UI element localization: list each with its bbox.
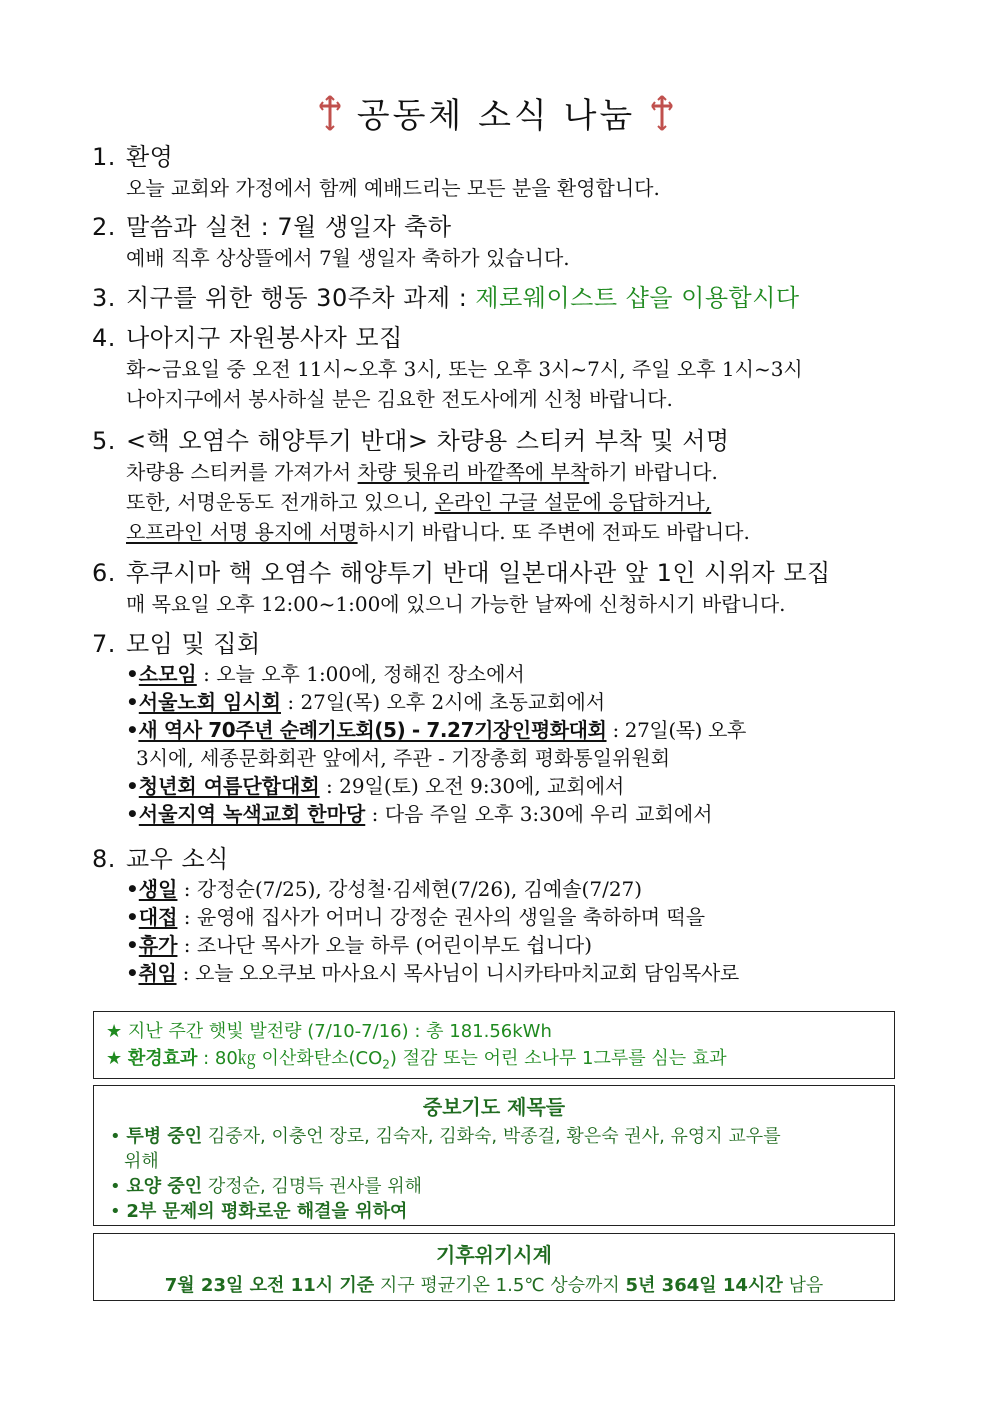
- section-body-line: 화~금요일 중 오전 11시~오후 3시, 또는 오후 3시~7시, 주일 오후 1시~3시: [126, 357, 803, 381]
- list-item: •대접 : 윤영애 집사가 어머니 강정순 권사의 생일을 축하하며 떡을: [126, 905, 706, 929]
- item-key: 새 역사 70주년 순례기도회(5) - 7.27기장인평화대회: [138, 718, 607, 742]
- section-number: 8.: [92, 845, 116, 873]
- section-heading: [92, 557, 902, 589]
- section-title: 말씀과 실천 : 7월 생일자 축하: [126, 213, 452, 241]
- list-item: •새 역사 70주년 순례기도회(5) - 7.27기장인평화대회 : 27일(목) 오후: [126, 718, 746, 742]
- item-text: : 29일(토) 오전 9:30에, 교회에서: [319, 774, 625, 798]
- prayer-item-label: 2부 문제의 평화로운 해결을 위하여: [126, 1201, 408, 1222]
- prayer-item-continuation: [110, 1149, 878, 1174]
- section-meetings: [92, 628, 902, 828]
- list-item: •청년회 여름단합대회 : 29일(토) 오전 9:30에, 교회에서: [126, 774, 625, 798]
- section-number: 6.: [92, 559, 116, 587]
- section-heading: [92, 282, 902, 314]
- section-earth-action: [92, 282, 902, 314]
- section-number: 4.: [92, 324, 116, 352]
- list-item: •생일 : 강정순(7/25), 강성철·김세현(7/26), 김예솔(7/27): [126, 877, 643, 901]
- prayer-item-label: 투병 중인: [126, 1126, 203, 1147]
- effect-subscript: 2: [382, 1057, 390, 1072]
- item-text: : 다음 주일 오후 3:30에 우리 교회에서: [365, 802, 713, 826]
- section-number: 2.: [92, 213, 116, 241]
- item-text: : 27일(목) 오후 2시에 초동교회에서: [281, 690, 606, 714]
- item-text: : 오늘 오오쿠보 마사요시 목사님이 니시카타마치교회 담임목사로: [176, 961, 739, 985]
- item-text: : 윤영애 집사가 어머니 강정순 권사의 생일을 축하하며 떡을: [177, 905, 706, 929]
- section-title: 나아지구 자원봉사자 모집: [126, 324, 403, 352]
- item-text: : 강정순(7/25), 강성철·김세현(7/26), 김예솔(7/27): [177, 877, 643, 901]
- list-item: •휴가 : 조나단 목사가 오늘 하루 (어린이부도 쉽니다): [126, 933, 593, 957]
- climate-date: 7월 23일 오전 11시 기준: [164, 1275, 375, 1296]
- section-body-line: 나아지구에서 봉사하실 분은 김요한 전도사에게 신청 바랍니다.: [126, 387, 673, 411]
- section-sticker-signature: [92, 425, 902, 547]
- underlined-text: 온라인 구글 설문에 응답하거나,: [434, 490, 712, 514]
- section-body: 매 목요일 오후 12:00~1:00에 있으니 가능한 날짜에 신청하시기 바랍니다.: [126, 592, 786, 616]
- section-number: 1.: [92, 143, 116, 171]
- prayer-item-label: 요양 중인: [126, 1176, 203, 1197]
- cross-icon: [649, 95, 675, 140]
- section-body-line: [92, 487, 902, 517]
- underlined-text: 오프라인 서명 용지에 서명: [126, 520, 358, 544]
- item-key: 소모임: [138, 662, 197, 686]
- effect-label: 환경효과: [127, 1048, 198, 1069]
- page-title: 공동체 소식 나눔: [356, 96, 636, 136]
- section-volunteers: [92, 322, 902, 414]
- section-heading: [92, 211, 902, 243]
- climate-remaining: 5년 364일 14시간: [625, 1275, 783, 1296]
- section-number: 5.: [92, 427, 116, 455]
- section-body-line: [92, 517, 902, 547]
- effect-text: ) 절감 또는 어린 소나무 1그루를 심는 효과: [389, 1048, 727, 1069]
- task-highlight: 제로웨이스트 샵을 이용합시다: [475, 284, 800, 312]
- item-key: 서울지역 녹색교회 한마당: [138, 802, 366, 826]
- list-item: •취임 : 오늘 오오쿠보 마사요시 목사님이 니시카타마치교회 담임목사로: [126, 961, 739, 985]
- prayer-item: • 요양 중인 강정순, 김명득 권사를 위해: [110, 1176, 423, 1197]
- list-item-continuation: 3시에, 세종문화회관 앞에서, 주관 - 기장총회 평화통일위원회: [136, 746, 671, 770]
- section-title: 지구를 위한 행동 30주차 과제 :: [126, 284, 476, 312]
- item-key: 서울노회 임시회: [138, 690, 281, 714]
- section-title: <핵 오염수 해양투기 반대> 차량용 스티커 부착 및 서명: [126, 427, 730, 455]
- section-body: 예배 직후 상상뜰에서 7월 생일자 축하가 있습니다.: [126, 246, 570, 270]
- star-icon: ★: [106, 1048, 128, 1069]
- section-heading: [92, 628, 902, 660]
- effect-text: : 80㎏ 이산화탄소(CO: [197, 1048, 383, 1069]
- solar-line: [106, 1045, 882, 1079]
- prayer-title: 중보기도 제목들: [422, 1095, 566, 1119]
- text: 하시기 바랍니다. 또 주변에 전파도 바랍니다.: [357, 520, 750, 544]
- prayer-item-text: 김중자, 이충언 장로, 김숙자, 김화숙, 박종걸, 황은숙 권사, 유영지 교우를: [202, 1126, 781, 1147]
- list-item: •소모임 : 오늘 오후 1:00에, 정해진 장소에서: [126, 662, 525, 686]
- solar-line: [106, 1018, 882, 1045]
- section-body: 오늘 교회와 가정에서 함께 예배드리는 모든 분을 환영합니다.: [126, 176, 660, 200]
- prayer-item-text: 위해: [124, 1151, 159, 1172]
- section-number: 3.: [92, 284, 116, 312]
- section-welcome: [92, 141, 902, 203]
- underlined-text: 차량 뒷유리 바깥쪽에 부착: [357, 460, 590, 484]
- prayer-item-text: 강정순, 김명득 권사를 위해: [202, 1176, 423, 1197]
- list-item: •서울지역 녹색교회 한마당 : 다음 주일 오후 3:30에 우리 교회에서: [126, 802, 713, 826]
- section-title: 환영: [126, 143, 174, 171]
- section-member-news: [92, 843, 902, 987]
- text: 또한, 서명운동도 전개하고 있으니,: [126, 490, 435, 514]
- cross-icon: [317, 95, 343, 140]
- solar-power-box: [93, 1011, 895, 1079]
- item-text: : 조나단 목사가 오늘 하루 (어린이부도 쉽니다): [177, 933, 593, 957]
- section-heading: [92, 141, 902, 173]
- section-word-practice: [92, 211, 902, 273]
- prayer-item: • 2부 문제의 평화로운 해결을 위하여: [110, 1201, 408, 1222]
- section-heading: [92, 425, 902, 457]
- section-title: 후쿠시마 핵 오염수 해양투기 반대 일본대사관 앞 1인 시위자 모집: [126, 559, 831, 587]
- prayer-box: [93, 1085, 895, 1226]
- section-body-line: [92, 457, 902, 487]
- climate-title: 기후위기시계: [436, 1243, 552, 1267]
- section-heading: [92, 322, 902, 354]
- climate-desc: 남음: [782, 1275, 824, 1296]
- list-item: •서울노회 임시회 : 27일(목) 오후 2시에 초동교회에서: [126, 690, 606, 714]
- item-key: 취임: [138, 961, 177, 985]
- item-text: : 27일(목) 오후: [606, 718, 746, 742]
- section-heading: [92, 843, 902, 875]
- solar-generation: 지난 주간 햇빛 발전량 (7/10-7/16) : 총 181.56kWh: [127, 1021, 552, 1042]
- item-key: 휴가: [138, 933, 178, 957]
- star-icon: ★: [106, 1021, 128, 1042]
- item-key: 생일: [138, 877, 178, 901]
- section-protest: [92, 557, 902, 619]
- item-key: 청년회 여름단합대회: [138, 774, 320, 798]
- item-text: : 오늘 오후 1:00에, 정해진 장소에서: [196, 662, 525, 686]
- climate-text: [106, 1272, 882, 1300]
- section-title: 모임 및 집회: [126, 630, 261, 658]
- page-title-row: [0, 88, 992, 140]
- text: 하기 바랍니다.: [589, 460, 718, 484]
- prayer-item: • 투병 중인 김중자, 이충언 장로, 김숙자, 김화숙, 박종걸, 황은숙 권사, 유영지 교우를: [110, 1126, 781, 1147]
- text: 차량용 스티커를 가져가서: [126, 460, 358, 484]
- section-number: 7.: [92, 630, 116, 658]
- climate-desc: 지구 평균기온 1.5℃ 상승까지: [374, 1275, 626, 1296]
- climate-clock-box: [93, 1233, 895, 1301]
- item-key: 대접: [138, 905, 178, 929]
- section-title: 교우 소식: [126, 845, 229, 873]
